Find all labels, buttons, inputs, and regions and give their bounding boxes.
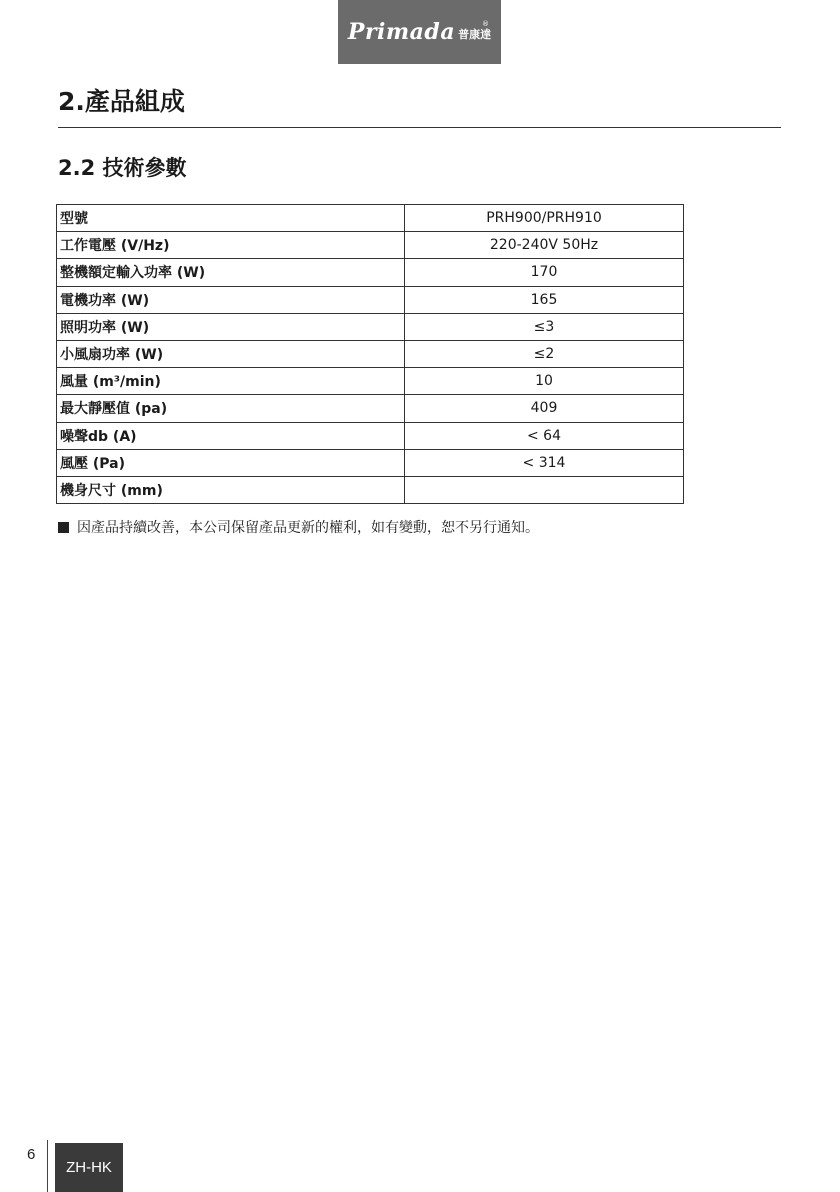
spec-label: 風壓 (Pa) [57, 449, 405, 476]
table-row [57, 205, 684, 232]
bullet-square-icon [58, 522, 69, 533]
spec-value: 220-240V 50Hz [405, 232, 684, 259]
table-row [57, 340, 684, 367]
table-row [57, 476, 684, 503]
spec-value: 409 [405, 395, 684, 422]
spec-label: 風量 (m³/min) [57, 368, 405, 395]
table-row [57, 232, 684, 259]
section-title: 2.產品組成 [58, 87, 185, 116]
disclaimer-note [58, 517, 539, 537]
spec-value: 10 [405, 368, 684, 395]
spec-label: 最大靜壓值 (pa) [57, 395, 405, 422]
section-divider [58, 127, 781, 128]
table-row [57, 286, 684, 313]
spec-label: 照明功率 (W) [57, 313, 405, 340]
spec-value: ≤3 [405, 313, 684, 340]
spec-value [405, 476, 684, 503]
spec-table [56, 204, 684, 504]
page-number: 6 [27, 1146, 36, 1163]
logo-chinese-name: 普康達 [458, 28, 492, 41]
table-row [57, 422, 684, 449]
subsection-title: 2.2 技術參數 [58, 156, 187, 180]
logo-wordmark: Primada [347, 19, 456, 45]
spec-label: 機身尺寸 (mm) [57, 476, 405, 503]
spec-value: 165 [405, 286, 684, 313]
spec-label: 噪聲db (A) [57, 422, 405, 449]
spec-value: < 64 [405, 422, 684, 449]
spec-value: < 314 [405, 449, 684, 476]
table-row [57, 259, 684, 286]
disclaimer-text: 因產品持續改善，本公司保留產品更新的權利，如有變動，恕不另行通知。 [77, 520, 539, 536]
spec-label: 電機功率 (W) [57, 286, 405, 313]
spec-label: 小風扇功率 (W) [57, 340, 405, 367]
spec-label: 型號 [57, 205, 405, 232]
table-row [57, 395, 684, 422]
footer-divider [47, 1140, 48, 1192]
table-row [57, 449, 684, 476]
spec-value: PRH900/PRH910 [405, 205, 684, 232]
table-row [57, 368, 684, 395]
brand-logo [338, 0, 501, 64]
spec-label: 整機額定輸入功率 (W) [57, 259, 405, 286]
registered-mark: ® [482, 20, 489, 28]
spec-value: 170 [405, 259, 684, 286]
table-row [57, 313, 684, 340]
language-badge: ZH-HK [55, 1143, 123, 1192]
spec-value: ≤2 [405, 340, 684, 367]
spec-label: 工作電壓 (V/Hz) [57, 232, 405, 259]
